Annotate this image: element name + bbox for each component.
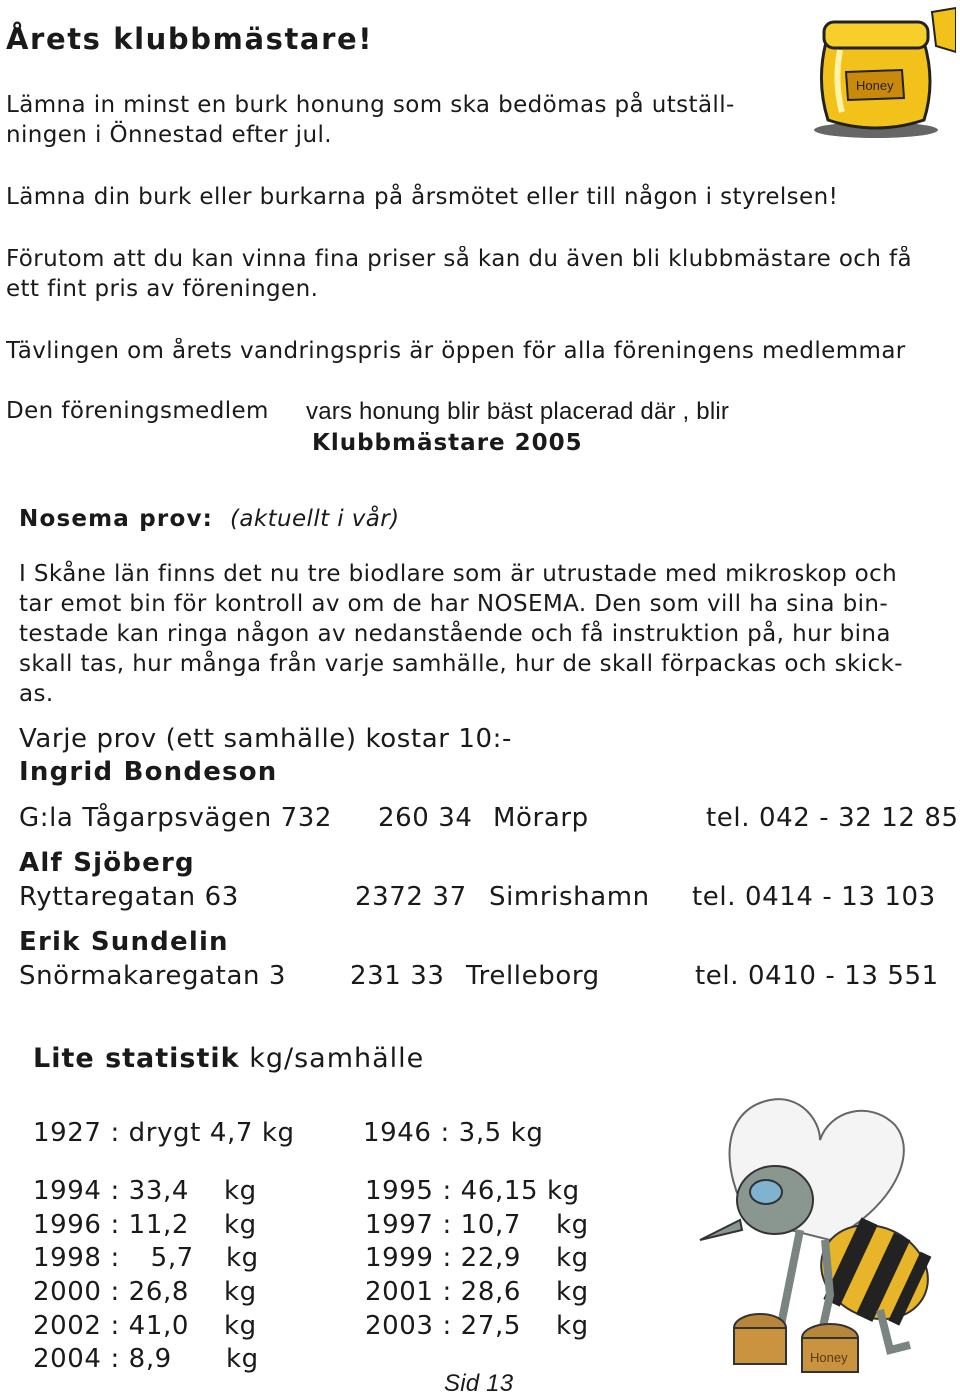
stat-row: 1994 : 33,4 (33, 1176, 189, 1206)
nosema-body-line-5: as. (19, 681, 54, 707)
stat-value: 5,7 (150, 1243, 194, 1273)
intro-paragraph-5a: Den föreningsmedlem (6, 398, 269, 424)
contact-city: Mörarp (493, 803, 589, 833)
intro-paragraph-3-line-2: ett fint pris av föreningen. (6, 276, 319, 302)
stat-value: 11,2 (128, 1210, 189, 1240)
stat-year: 1995 (365, 1176, 434, 1206)
stat-year: 1999 (365, 1243, 434, 1273)
contact-zip: 2372 37 (355, 882, 467, 912)
stat-row: 1995 : 46,15 kg (365, 1176, 580, 1206)
bee-with-honey-pots-icon (680, 1080, 960, 1380)
stat-value: 8,9 (128, 1344, 172, 1374)
contact-name: Alf Sjöberg (19, 848, 195, 878)
nosema-body-line-2: tar emot bin för kontroll av om de har NOSEMA. Den som vill ha sina bin- (19, 591, 889, 617)
stat-value: 10,7 (460, 1210, 521, 1240)
stat-unit: kg (556, 1210, 589, 1240)
stat-value: 26,8 (128, 1277, 189, 1307)
contact-city: Trelleborg (466, 961, 600, 991)
stat-unit: kg (224, 1210, 257, 1240)
stat-unit: kg (556, 1277, 589, 1307)
stat-row: 2002 : 41,0 (33, 1311, 189, 1341)
intro-paragraph-5b: vars honung blir bäst placerad där , blir (306, 398, 730, 425)
stat-unit: kg (556, 1311, 589, 1341)
contact-name: Ingrid Bondeson (19, 757, 278, 787)
stat-unit: kg (224, 1311, 257, 1341)
stats-old-1: 1927 : drygt 4,7 kg (33, 1118, 295, 1148)
stat-row: 2000 : 26,8 (33, 1277, 189, 1307)
contact-phone: tel. 042 - 32 12 85 (706, 803, 959, 833)
intro-paragraph-2: Lämna din burk eller burkarna på årsmötet eller till någon i styrelsen! (6, 184, 839, 210)
stat-unit: kg (226, 1243, 259, 1273)
stat-row: 2003 : 27,5 (365, 1311, 521, 1341)
stat-row: 2004 : 8,9 (33, 1344, 172, 1374)
honey-jar-label: Honey (856, 78, 894, 93)
stat-value: 33,4 (128, 1176, 189, 1206)
nosema-price: Varje prov (ett samhälle) kostar 10:- (19, 724, 513, 754)
contact-phone: tel. 0410 - 13 551 (695, 961, 939, 991)
stat-unit: kg (224, 1277, 257, 1307)
intro-line-2: ningen i Önnestad efter jul. (6, 122, 332, 148)
stat-row: 1999 : 22,9 (365, 1243, 521, 1273)
nosema-note: (aktuellt i vår) (230, 506, 400, 532)
stat-value: 28,6 (460, 1277, 521, 1307)
stat-value: 22,9 (460, 1243, 521, 1273)
stat-row: 1997 : 10,7 (365, 1210, 521, 1240)
contact-zip: 260 34 (378, 803, 473, 833)
stats-old-2: 1946 : 3,5 kg (363, 1118, 544, 1148)
contact-street: Snörmakaregatan 3 (19, 961, 287, 991)
stat-year: 1998 (33, 1243, 102, 1273)
stats-title-bold: Lite statistik (33, 1043, 240, 1074)
contact-name: Erik Sundelin (19, 927, 229, 957)
contact-street: G:la Tågarpsvägen 732 (19, 803, 333, 833)
contact-zip: 231 33 (350, 961, 445, 991)
page-number: Sid 13 (444, 1370, 514, 1397)
stat-year: 1994 (33, 1176, 102, 1206)
stat-value: 27,5 (460, 1311, 521, 1341)
stats-title (33, 1043, 424, 1074)
stat-unit: kg (224, 1176, 257, 1206)
stat-year: 2000 (33, 1277, 102, 1307)
stat-row: 1998 : 5,7 (33, 1243, 194, 1273)
stat-unit: kg (556, 1243, 589, 1273)
stat-year: 2003 (365, 1311, 434, 1341)
intro-paragraph-3-line-1: Förutom att du kan vinna fina priser så kan du även bli klubbmästare och få (6, 246, 913, 272)
intro-paragraph-4: Tävlingen om årets vandringspris är öppen för alla föreningens medlemmar (6, 338, 906, 364)
intro-line-1: Lämna in minst en burk honung som ska bedömas på utställ- (6, 92, 735, 118)
stat-row: 2001 : 28,6 (365, 1277, 521, 1307)
stat-year: 2002 (33, 1311, 102, 1341)
nosema-body-line-4: skall tas, hur många från varje samhälle, hur de skall förpackas och skick- (19, 651, 903, 677)
contact-city: Simrishamn (489, 882, 650, 912)
stat-unit: kg (226, 1344, 259, 1374)
stat-unit: kg (546, 1176, 580, 1206)
stat-year: 2004 (33, 1344, 102, 1374)
nosema-body-line-3: testade kan ringa någon av nedanstående och få instruktion på, hur bina (19, 621, 891, 647)
stat-value: 46,15 (460, 1176, 539, 1206)
stat-year: 1927 (33, 1118, 102, 1148)
page-heading: Årets klubbmästare! (6, 22, 374, 56)
stat-year: 1997 (365, 1210, 434, 1240)
honey-pot-label: Honey (810, 1350, 848, 1365)
stat-row: 1996 : 11,2 (33, 1210, 189, 1240)
nosema-label: Nosema prov: (19, 506, 214, 532)
contact-phone: tel. 0414 - 13 103 (692, 882, 936, 912)
stat-year: 2001 (365, 1277, 434, 1307)
contact-street: Ryttaregatan 63 (19, 882, 239, 912)
stat-value: drygt 4,7 kg (128, 1118, 295, 1148)
stat-value: 3,5 kg (458, 1118, 544, 1148)
stat-value: 41,0 (128, 1311, 189, 1341)
stat-year: 1946 (363, 1118, 432, 1148)
stats-title-rest: kg/samhälle (249, 1043, 425, 1074)
honey-jar-icon (806, 2, 956, 142)
stat-year: 1996 (33, 1210, 102, 1240)
nosema-body-line-1: I Skåne län finns det nu tre biodlare som är utrustade med mikroskop och (19, 561, 898, 587)
title-klubbmastare-2005: Klubbmästare 2005 (312, 430, 583, 456)
